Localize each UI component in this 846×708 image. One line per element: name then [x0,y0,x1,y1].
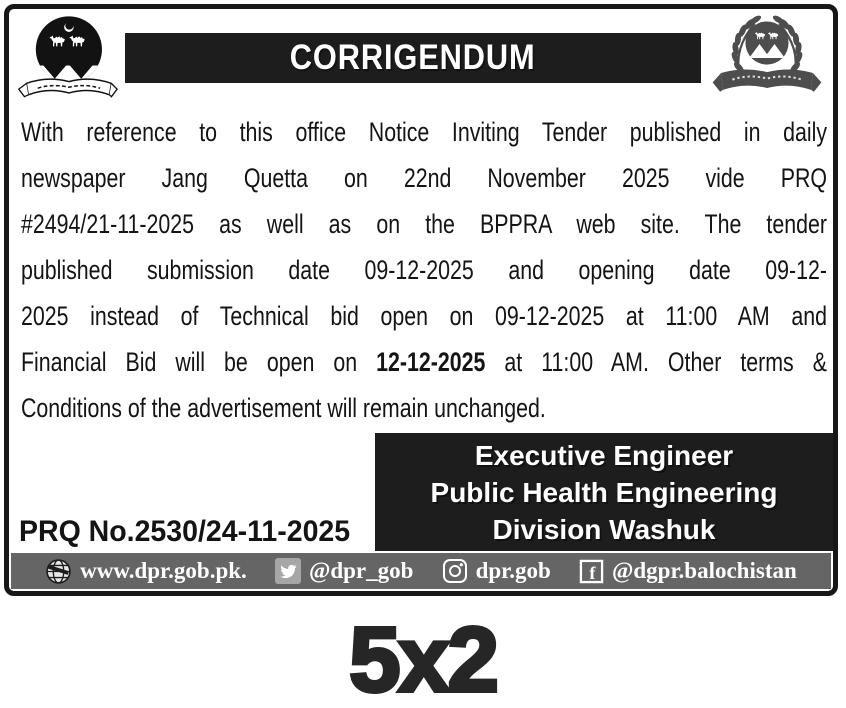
svg-text:f: f [589,562,596,583]
body-line-3: #2494/21-11-2025 as well as on the BPPRA web site. The tender [21,209,827,239]
facebook-handle: @dgpr.balochistan [611,558,797,583]
body-line-6-post: at 11:00 AM. Other terms & [485,347,827,377]
page-title: CORRIGENDUM [290,38,536,77]
financial-bid-date: 12-12-2025 [376,347,486,377]
twitter-item [275,558,413,584]
prq-number: PRQ No.2530/24-11-2025 [19,515,351,548]
title-banner [125,33,701,83]
body-line-4: published submission date 09-12-2025 and opening date 09-12- [21,255,827,285]
body-line-1: With reference to this office Notice Inviting Tender published in daily [21,117,827,147]
website-item [45,558,247,585]
notice-border-frame [4,4,838,596]
ad-size-label: 5x2 [349,609,497,708]
signature-line-2: Public Health Engineering [430,476,778,508]
footer-contact-bar [11,553,831,589]
header [9,9,833,107]
website-url: www.dpr.gob.pk. [80,558,247,583]
instagram-item [442,558,551,584]
instagram-icon [442,558,468,584]
signature-line-1: Executive Engineer [474,439,734,471]
twitter-bird-icon [275,558,301,584]
dgpr-balochistan-emblem-icon [703,13,831,103]
signature-block [375,433,833,551]
body-line-7: Conditions of the advertisement will remain unchanged. [21,393,546,423]
bottom-row [9,431,833,553]
balochistan-government-emblem-icon [15,13,119,101]
signature-line-3: Division Washuk [492,513,716,545]
globe-icon [45,558,72,585]
body-line-2: newspaper Jang Quetta on 22nd November 2025 vide PRQ [21,163,827,193]
body-line-5: 2025 instead of Technical bid open on 09-12-2025 at 11:00 AM and [21,301,827,331]
notice-body [9,107,833,431]
twitter-handle: @dpr_gob [308,558,414,583]
body-line-6-pre: Financial Bid will be open on [21,347,377,377]
facebook-item [579,558,797,584]
body-line-6 [21,339,827,385]
instagram-handle: dpr.gob [475,558,551,583]
facebook-icon [579,559,604,584]
